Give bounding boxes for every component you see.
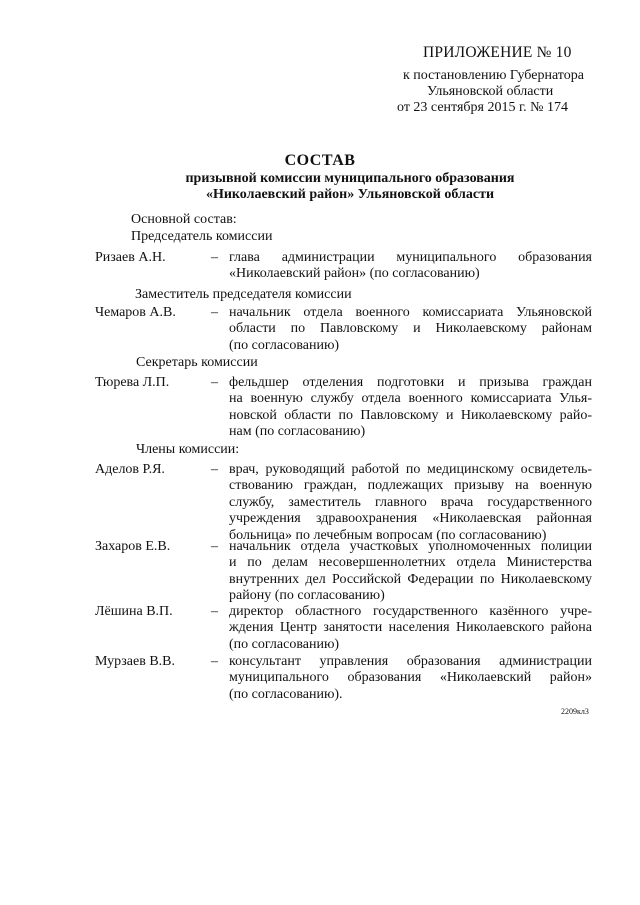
document-subtitle-1: призывной комиссии муниципального образования	[185, 171, 515, 186]
member-role	[229, 604, 592, 653]
role-line: ствованию граждан, подлежащих призыву на военную	[229, 478, 592, 494]
member-role	[229, 250, 592, 283]
page-code: 2209кл3	[561, 707, 589, 716]
entry-dash: –	[211, 305, 218, 320]
role-line: и по делам несовершеннолетних отдела Министерства	[229, 555, 592, 571]
member-name: Аделов Р.Я.	[95, 462, 165, 477]
role-line: внутренних дел Российской Федерации по Николаевскому	[229, 571, 592, 587]
member-name: Мурзаев В.В.	[95, 654, 176, 669]
role-line: (по согласованию).	[229, 686, 343, 702]
role-line: начальник отдела участковых уполномоченных полиции	[229, 539, 592, 554]
member-role	[229, 654, 592, 703]
role-line: консультант управления образования администрации	[229, 654, 592, 669]
member-role	[229, 305, 592, 354]
section-main-composition: Основной состав:	[131, 212, 237, 227]
member-name: Захаров Е.В.	[95, 539, 171, 554]
role-line: врач, руководящий работой по медицинскому освидетель-	[229, 462, 592, 477]
role-line: нам (по согласованию)	[229, 424, 366, 440]
member-name: Ризаев А.Н.	[95, 250, 166, 265]
section-chairman: Председатель комиссии	[131, 229, 273, 244]
role-line: начальник отдела военного комиссариата Ульяновской	[229, 305, 592, 320]
role-line: (по согласованию)	[229, 337, 340, 353]
appendix-title: ПРИЛОЖЕНИЕ № 10	[423, 44, 572, 61]
role-line: «Николаевский район» (по согласованию)	[229, 266, 480, 282]
member-name: Тюрева Л.П.	[95, 375, 170, 390]
entry-dash: –	[211, 375, 218, 390]
role-line: на военную службу отдела военного комиссариата Улья-	[229, 391, 592, 407]
entry-dash: –	[211, 604, 218, 619]
member-role	[229, 375, 592, 441]
document-title: СОСТАВ	[284, 152, 356, 169]
section-deputy: Заместитель председателя комиссии	[135, 287, 352, 302]
entry-dash: –	[211, 539, 218, 554]
role-line: фельдшер отделения подготовки и призыва граждан	[229, 375, 592, 390]
role-line: области по Павловскому и Николаевскому районам	[229, 321, 592, 337]
member-name: Лёшина В.П.	[95, 604, 173, 619]
role-line: учреждения здравоохранения «Николаевская районная	[229, 511, 592, 527]
member-name: Чемаров А.В.	[95, 305, 176, 320]
entry-dash: –	[211, 250, 218, 265]
role-line: новской области по Павловскому и Николаевскому райо-	[229, 407, 592, 423]
member-role	[229, 539, 592, 605]
decree-line-1: к постановлению Губернатора	[403, 68, 584, 83]
decree-line-2: Ульяновской области	[427, 84, 554, 99]
role-line: району (по согласованию)	[229, 588, 385, 604]
role-line: больница» по лечебным вопросам (по согласованию)	[229, 527, 547, 543]
decree-line-3: от 23 сентября 2015 г. № 174	[397, 100, 568, 115]
role-line: ждения Центр занятости населения Николаевского района	[229, 620, 592, 636]
entry-dash: –	[211, 654, 218, 669]
role-line: глава администрации муниципального образования	[229, 250, 592, 265]
role-line: (по согласованию)	[229, 636, 340, 652]
document-subtitle-2: «Николаевский район» Ульяновской области	[205, 187, 495, 202]
role-line: директор областного государственного казённого учре-	[229, 604, 592, 619]
section-members: Члены комиссии:	[136, 442, 240, 457]
role-line: муниципального образования «Николаевский район»	[229, 670, 592, 686]
entry-dash: –	[211, 462, 218, 477]
member-role	[229, 462, 592, 544]
role-line: службу, заместитель главного врача государственного	[229, 494, 592, 510]
section-secretary: Секретарь комиссии	[136, 355, 258, 370]
